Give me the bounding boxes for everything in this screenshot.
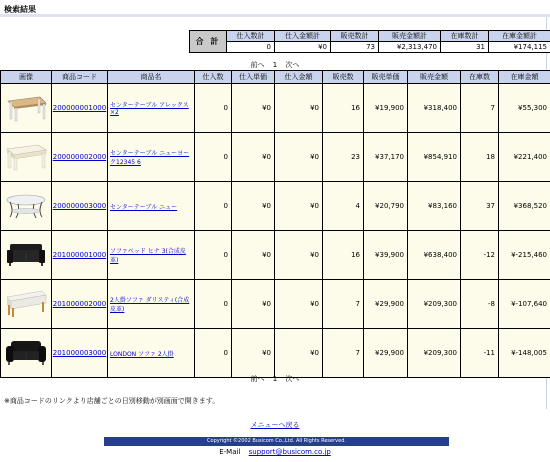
buy-qty: 0 xyxy=(195,133,232,182)
sell-amount: ¥854,910 xyxy=(408,133,461,182)
product-name-cell xyxy=(108,182,195,231)
results-header-row xyxy=(1,71,550,84)
sell-qty: 16 xyxy=(323,231,364,280)
product-image-cell xyxy=(1,280,52,329)
summary-header: 販売金額計 xyxy=(379,31,441,42)
buy-qty: 0 xyxy=(195,84,232,133)
pager-bottom xyxy=(0,374,550,384)
buy-price: ¥0 xyxy=(232,133,275,182)
summary-value: 31 xyxy=(441,42,489,53)
product-name-link[interactable]: センターテーブル アレックス×2 xyxy=(110,102,189,116)
buy-amount: ¥0 xyxy=(275,280,323,329)
page-title: 検索結果 xyxy=(4,5,36,14)
table-row xyxy=(1,182,550,231)
summary-value: 73 xyxy=(331,42,379,53)
back-link-wrap xyxy=(0,420,550,430)
buy-qty: 0 xyxy=(195,280,232,329)
buy-amount: ¥0 xyxy=(275,182,323,231)
summary-value: ¥174,115 xyxy=(489,42,550,53)
summary-value: ¥0 xyxy=(275,42,331,53)
buy-qty: 0 xyxy=(195,329,232,378)
buy-amount: ¥0 xyxy=(275,231,323,280)
sell-qty: 4 xyxy=(323,182,364,231)
stock-qty: 18 xyxy=(461,133,499,182)
sell-amount: ¥318,400 xyxy=(408,84,461,133)
buy-price: ¥0 xyxy=(232,329,275,378)
sell-price: ¥39,900 xyxy=(364,231,408,280)
buy-price: ¥0 xyxy=(232,280,275,329)
buy-qty: 0 xyxy=(195,182,232,231)
black-sofa-image[interactable] xyxy=(4,238,48,270)
product-name-link[interactable]: LONDON ソファ 2人掛 xyxy=(110,350,174,358)
product-image-cell xyxy=(1,133,52,182)
summary-value: ¥2,313,470 xyxy=(379,42,441,53)
pager-next[interactable]: 次へ xyxy=(285,375,300,383)
summary-header: 在庫金額計 xyxy=(489,31,550,42)
product-code-link[interactable]: 200000001000 xyxy=(52,104,107,112)
summary-header: 販売数計 xyxy=(331,31,379,42)
sell-qty: 7 xyxy=(323,280,364,329)
table-row xyxy=(1,280,550,329)
buy-amount: ¥0 xyxy=(275,329,323,378)
buy-price: ¥0 xyxy=(232,84,275,133)
note-text: ※商品コードのリンクより店舗ごとの日別移動が別画面で開きます。 xyxy=(4,397,220,405)
product-code-cell xyxy=(52,182,108,231)
product-code-cell xyxy=(52,84,108,133)
stock-amount: ¥221,400 xyxy=(499,133,550,182)
product-image-cell xyxy=(1,84,52,133)
col-header: 在庫数 xyxy=(461,71,499,84)
stock-amount: ¥-215,460 xyxy=(499,231,550,280)
sell-price: ¥19,900 xyxy=(364,84,408,133)
email-line xyxy=(0,448,550,456)
product-name-cell xyxy=(108,133,195,182)
stock-amount: ¥368,520 xyxy=(499,182,550,231)
product-code-link[interactable]: 200000003000 xyxy=(52,202,107,210)
sell-qty: 16 xyxy=(323,84,364,133)
results-table xyxy=(0,70,550,378)
product-code-cell xyxy=(52,133,108,182)
stock-amount: ¥-148,005 xyxy=(499,329,550,378)
sell-amount: ¥83,160 xyxy=(408,182,461,231)
email-link[interactable]: support@busicom.co.jp xyxy=(248,448,331,456)
col-header: 販売金額 xyxy=(408,71,461,84)
col-header: 画像 xyxy=(1,71,52,84)
col-header: 仕入数 xyxy=(195,71,232,84)
product-code-link[interactable]: 200000002000 xyxy=(52,153,107,161)
email-label: E-Mail xyxy=(219,448,241,456)
product-name-link[interactable]: 2人掛ソファ ダリスティ(合成皮革) xyxy=(110,297,190,313)
product-code-cell xyxy=(52,329,108,378)
product-name-cell xyxy=(108,280,195,329)
product-image-cell xyxy=(1,329,52,378)
title-bar xyxy=(0,0,550,17)
product-name-cell xyxy=(108,84,195,133)
stock-qty: -8 xyxy=(461,280,499,329)
col-header: 仕入単価 xyxy=(232,71,275,84)
sell-price: ¥37,170 xyxy=(364,133,408,182)
product-name-link[interactable]: ソファベッド ヒナ 3(合成皮革) xyxy=(110,248,186,264)
product-name-cell xyxy=(108,231,195,280)
summary-label: 合 計 xyxy=(190,31,227,53)
product-code-link[interactable]: 201000003000 xyxy=(52,349,107,357)
stock-qty: -12 xyxy=(461,231,499,280)
white-table-image[interactable] xyxy=(4,140,48,172)
buy-amount: ¥0 xyxy=(275,84,323,133)
product-name-cell xyxy=(108,329,195,378)
back-to-menu-link[interactable]: メニューへ戻る xyxy=(250,421,300,429)
stock-amount: ¥-107,640 xyxy=(499,280,550,329)
col-header: 販売数 xyxy=(323,71,364,84)
pager-page: 1 xyxy=(272,61,278,69)
product-image-cell xyxy=(1,231,52,280)
sell-price: ¥29,900 xyxy=(364,329,408,378)
sell-amount: ¥638,400 xyxy=(408,231,461,280)
table-row xyxy=(1,329,550,378)
summary-value: 0 xyxy=(227,42,275,53)
buy-qty: 0 xyxy=(195,231,232,280)
product-code-cell xyxy=(52,231,108,280)
product-code-link[interactable]: 201000001000 xyxy=(52,251,107,259)
product-image-cell xyxy=(1,182,52,231)
summary-header: 在庫数計 xyxy=(441,31,489,42)
product-name-link[interactable]: センターテーブル ニュー xyxy=(110,203,178,211)
product-code-link[interactable]: 201000002000 xyxy=(52,300,107,308)
buy-amount: ¥0 xyxy=(275,133,323,182)
col-header: 仕入金額 xyxy=(275,71,323,84)
buy-price: ¥0 xyxy=(232,231,275,280)
buy-price: ¥0 xyxy=(232,182,275,231)
title-rule xyxy=(0,14,550,17)
col-header: 在庫金額 xyxy=(499,71,550,84)
product-code-cell xyxy=(52,280,108,329)
pager-top xyxy=(0,60,550,70)
sell-amount: ¥209,300 xyxy=(408,329,461,378)
white-sofa-image[interactable] xyxy=(4,287,48,319)
summary-header: 仕入金額計 xyxy=(275,31,331,42)
pager-next[interactable]: 次へ xyxy=(285,61,300,69)
leather-sofa-image[interactable] xyxy=(4,336,48,368)
pager-page: 1 xyxy=(272,375,278,383)
sell-price: ¥29,900 xyxy=(364,280,408,329)
sell-amount: ¥209,300 xyxy=(408,280,461,329)
col-header: 商品コード xyxy=(52,71,108,84)
table-row xyxy=(1,133,550,182)
stock-qty: -11 xyxy=(461,329,499,378)
product-name-link[interactable]: センターテーブル ニューヨーク12345 6 xyxy=(110,150,190,166)
wood-table-image[interactable] xyxy=(4,91,48,123)
glass-table-image[interactable] xyxy=(4,189,48,221)
summary-table xyxy=(189,30,550,53)
stock-amount: ¥55,300 xyxy=(499,84,550,133)
table-row xyxy=(1,231,550,280)
summary-header: 仕入数計 xyxy=(227,31,275,42)
pager-prev[interactable]: 前へ xyxy=(250,375,265,383)
stock-qty: 7 xyxy=(461,84,499,133)
table-row xyxy=(1,84,550,133)
sell-qty: 7 xyxy=(323,329,364,378)
sell-price: ¥20,790 xyxy=(364,182,408,231)
col-header: 販売単価 xyxy=(364,71,408,84)
col-header: 商品名 xyxy=(108,71,195,84)
stock-qty: 37 xyxy=(461,182,499,231)
sell-qty: 23 xyxy=(323,133,364,182)
copyright-bar: Copyright ©2002 Busicom Co.,Ltd. All Rights Reserved. xyxy=(104,437,449,446)
pager-prev[interactable]: 前へ xyxy=(250,61,265,69)
